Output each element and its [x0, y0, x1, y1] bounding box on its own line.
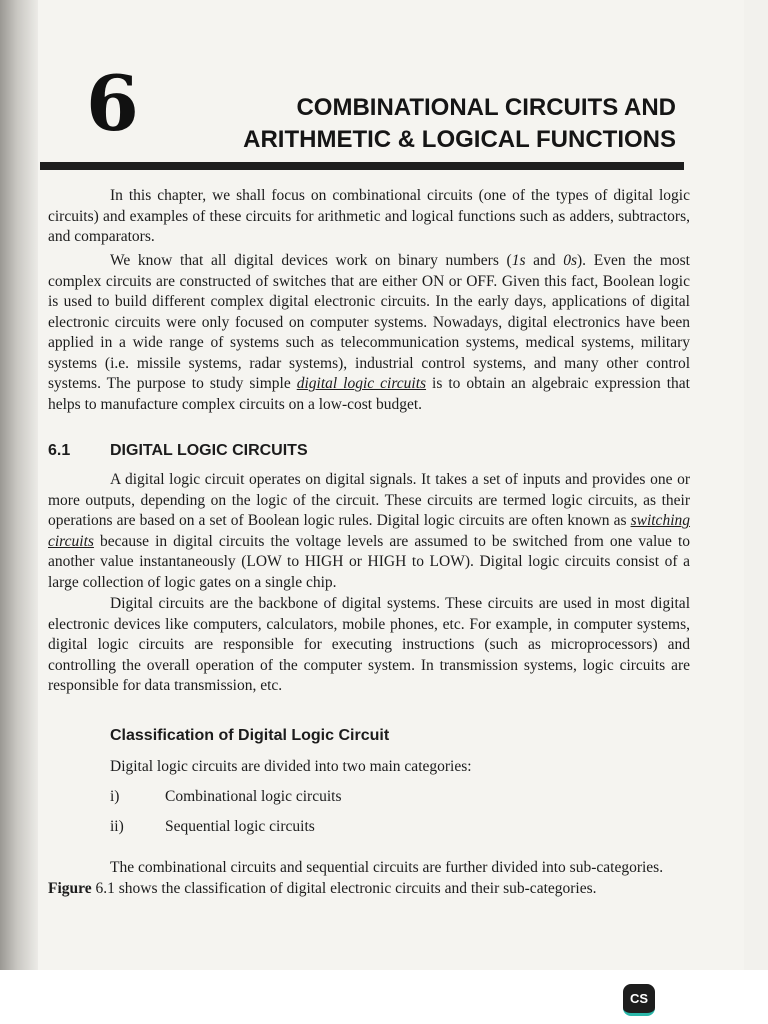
- p2-text-a: We know that all digital devices work on binary numbers (: [110, 252, 512, 269]
- chapter-title: [200, 92, 676, 156]
- p2-0s: 0s: [563, 252, 578, 269]
- section-number: 6.1: [48, 442, 71, 459]
- list-item: [110, 788, 342, 806]
- p3-text-a: A digital logic circuit operates on digital signals. It takes a set of inputs and provides one or more outputs, depending on the logic of the circuit. These circuits are termed logic circuits, as their operations are based on a set of Boolean logic rules. Digital logic circuits are often known as: [48, 471, 690, 529]
- p2-and: and: [525, 252, 564, 269]
- p2-1s: 1s: [511, 252, 526, 269]
- p3-term: switching circuits: [48, 512, 690, 550]
- page-edge-shadow: [0, 0, 38, 1024]
- intro-paragraph-1: In this chapter, we shall focus on combinational circuits (one of the types of digital logic circuits) and examples of these circuits for arithmetic and logical functions such as adders, subtractors, and comparators.: [48, 187, 690, 245]
- chapter-number: 6: [86, 59, 139, 148]
- section-paragraph-1: [48, 470, 690, 593]
- chapter-divider: [40, 162, 684, 170]
- section-title: DIGITAL LOGIC CIRCUITS: [110, 442, 308, 459]
- p3-text-b: because in digital circuits the voltage levels are assumed to be switched from one value to another value instantaneously (LOW to HIGH or HIGH to LOW). Digital logic circuits consist of a large collection of logic gates on a single chip.: [48, 532, 690, 591]
- section-heading: [48, 442, 448, 460]
- classification-heading: Classification of Digital Logic Circuit: [110, 727, 390, 744]
- list-item: [110, 818, 315, 836]
- list-marker: ii): [110, 818, 124, 835]
- list-text: Combinational logic circuits: [165, 788, 342, 805]
- section-paragraph-2: Digital circuits are the backbone of digital systems. These circuits are used in most digital electronic devices like computers, calculators, mobile phones, etc. For example, in computer systems, digital logic circuits are responsible for executing instructions (such as microprocessors) and controlling the overall operation of the computer system. In transmission systems, logic circuits are responsible for data transmission, etc.: [48, 595, 690, 694]
- p2-text-b: ). Even the most complex circuits are constructed of switches that are either ON or OFF. Given this fact, Boolean logic is used to build different complex digital electronic circuits. In the early days, applications of digital electronic circuits were only focused on computer systems. Nowadays, digital electronics have been applied in a wide range of systems such as telecommunication systems, medical systems, military systems (i.e. missile systems, radar systems), industrial control systems, and many other control systems. The purpose to study simple: [48, 252, 690, 392]
- camscanner-logo-icon: CS: [623, 984, 655, 1016]
- figure-reference: Figure: [48, 879, 92, 897]
- chapter-title-line-2: ARITHMETIC & LOGICAL FUNCTIONS: [243, 126, 676, 153]
- chapter-title-line-1: COMBINATIONAL CIRCUITS AND: [296, 94, 676, 121]
- intro-paragraph-2: [48, 251, 690, 415]
- list-marker: i): [110, 788, 120, 805]
- p5-text-a: The combinational circuits and sequential circuits are further divided into sub-categories.: [110, 859, 664, 876]
- p5-text-b: 6.1 shows the classification of digital electronic circuits and their sub-categories.: [91, 879, 597, 897]
- list-text: Sequential logic circuits: [165, 818, 315, 835]
- p2-text-c: is to obtain an algebraic expression that helps to manufacture complex circuits on a low-cost budget.: [48, 375, 690, 413]
- classification-intro: Digital logic circuits are divided into two main categories:: [110, 758, 472, 775]
- p2-term: digital logic circuits: [296, 375, 427, 392]
- classification-paragraph: [48, 858, 690, 899]
